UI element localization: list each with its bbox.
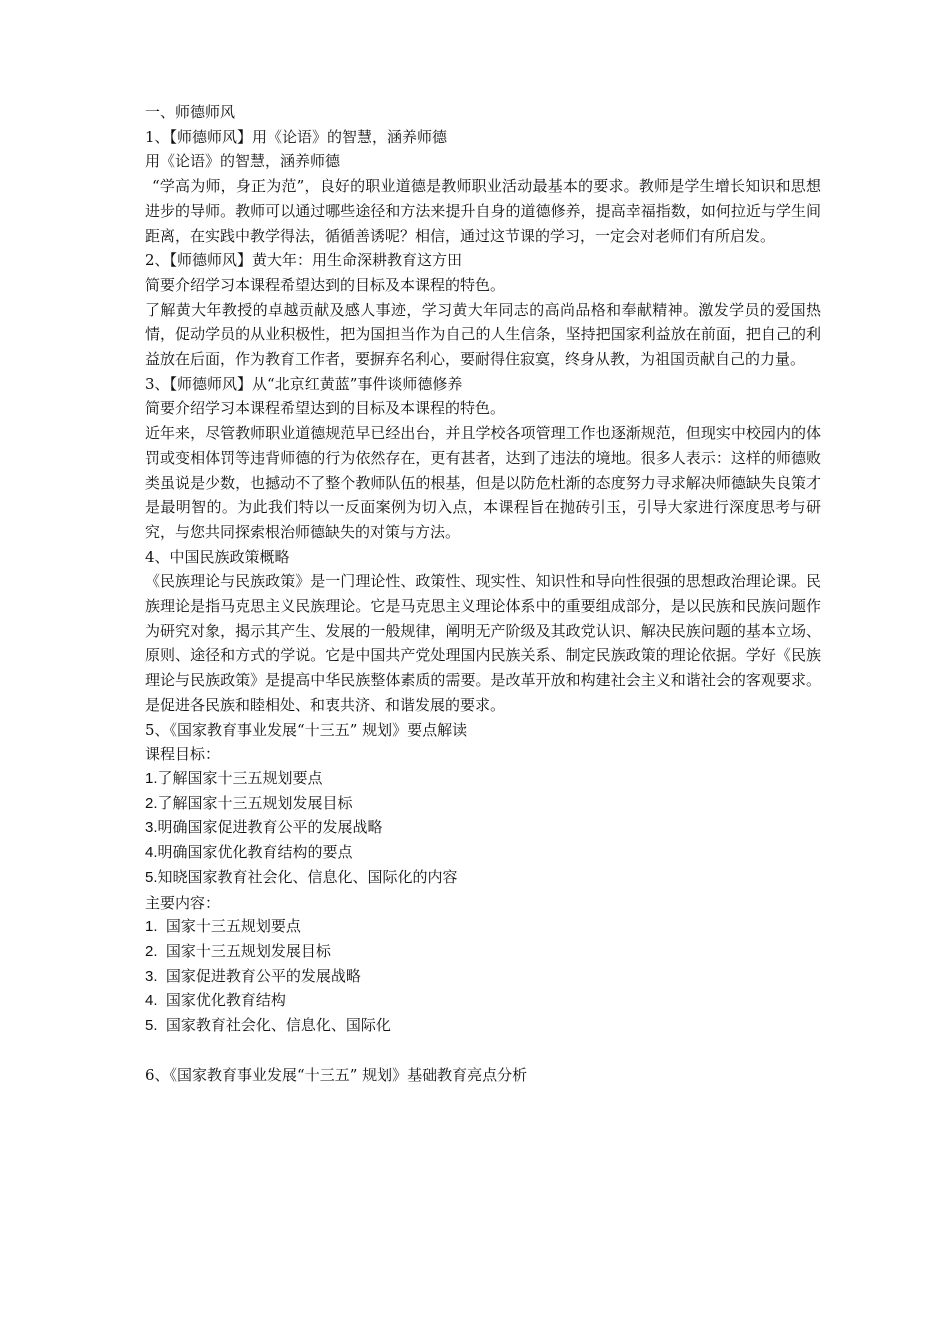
blank-line: [145, 1039, 821, 1064]
item-5-goals-label: 课程目标：: [145, 745, 221, 764]
item-6-title: 6、《国家教育事业发展“十三五” 规划》基础教育亮点分析: [145, 1066, 528, 1085]
content-item: 4. 国家优化教育结构: [145, 992, 286, 1010]
item-2-subtitle: 简要介绍学习本课程希望达到的目标及本课程的特色。: [145, 275, 506, 294]
item-2-title: 2、【师德师风】黄大年：用生命深耕教育这方田: [145, 251, 463, 270]
content-item: 5. 国家教育社会化、信息化、国际化: [145, 1017, 391, 1035]
item-1-body: “学高为师，身正为范”，良好的职业道德是教师职业活动最基本的要求。教师是学生增长知识和思想进步的导师。教师可以通过哪些途径和方法来提升自身的道德修养，提高幸福指数，如何拉近与学生间距离，在实践中教学得法，循循善诱呢？相信，通过这节课的学习，一定会对老师们有所启发。: [145, 177, 821, 245]
item-3-body: 近年来，尽管教师职业道德规范早已经出台，并且学校各项管理工作也逐渐规范，但现实中校园内的体罚或变相体罚等违背师德的行为依然存在，更有甚者，达到了违法的境地。很多人表示：这样的师德败类虽说是少数，也撼动不了整个教师队伍的根基，但是以防危杜渐的态度努力寻求解决师德缺失良策才是最明智的。为此我们特以一反面案例为切入点，本课程旨在抛砖引玉，引导大家进行深度思考与研究，与您共同探索根治师德缺失的对策与方法。: [145, 424, 821, 541]
item-2-body: 了解黄大年教授的卓越贡献及感人事迹，学习黄大年同志的高尚品格和奉献精神。激发学员的爱国热情，促动学员的从业积极性，把为国担当作为自己的人生信条，坚持把国家利益放在前面，把自己的利益放在后面，作为教育工作者，要摒弃名利心，要耐得住寂寞，终身从教，为祖国贡献自己的力量。: [145, 300, 821, 369]
item-4-title: 4、中国民族政策概略: [145, 547, 290, 566]
goal-item: 3.明确国家促进教育公平的发展战略: [145, 819, 383, 837]
content-item: 1. 国家十三五规划要点: [145, 918, 301, 936]
goal-item: 5.知晓国家教育社会化、信息化、国际化的内容: [145, 868, 458, 886]
goal-item: 2.了解国家十三五规划发展目标: [145, 794, 353, 812]
item-1-subtitle: 用《论语》的智慧，涵养师德: [145, 152, 341, 171]
item-5-content-label: 主要内容：: [145, 893, 221, 912]
goal-item: 1.了解国家十三五规划要点: [145, 769, 323, 787]
content-item: 3. 国家促进教育公平的发展战略: [145, 967, 361, 985]
goal-item: 4.明确国家优化教育结构的要点: [145, 844, 353, 862]
document-page: [145, 100, 821, 1088]
section-heading: 一、师德师风: [145, 103, 236, 121]
item-3-subtitle: 简要介绍学习本课程希望达到的目标及本课程的特色。: [145, 399, 506, 418]
item-4-body: 《民族理论与民族政策》是一门理论性、政策性、现实性、知识性和导向性很强的思想政治理论课。民族理论是指马克思主义民族理论。它是马克思主义理论体系中的重要组成部分，是以民族和民族问题作为研究对象，揭示其产生、发展的一般规律，阐明无产阶级及其政党认识、解决民族问题的基本立场、原则、途径和方式的学说。它是中国共产党处理国内民族关系、制定民族政策的理论依据。学好《民族理论与民族政策》是提高中华民族整体素质的需要。是改革开放和构建社会主义和谐社会的客观要求。是促进各民族和睦相处、和衷共济、和谐发展的要求。: [145, 572, 821, 714]
item-3-title: 3、【师德师风】从“北京红黄蓝”事件谈师德修养: [145, 374, 463, 393]
item-5-title: 5、《国家教育事业发展“十三五” 规划》要点解读: [145, 720, 468, 739]
item-1-title: 1、【师德师风】用《论语》的智慧，涵养师德: [145, 127, 448, 146]
content-item: 2. 国家十三五规划发展目标: [145, 942, 331, 960]
